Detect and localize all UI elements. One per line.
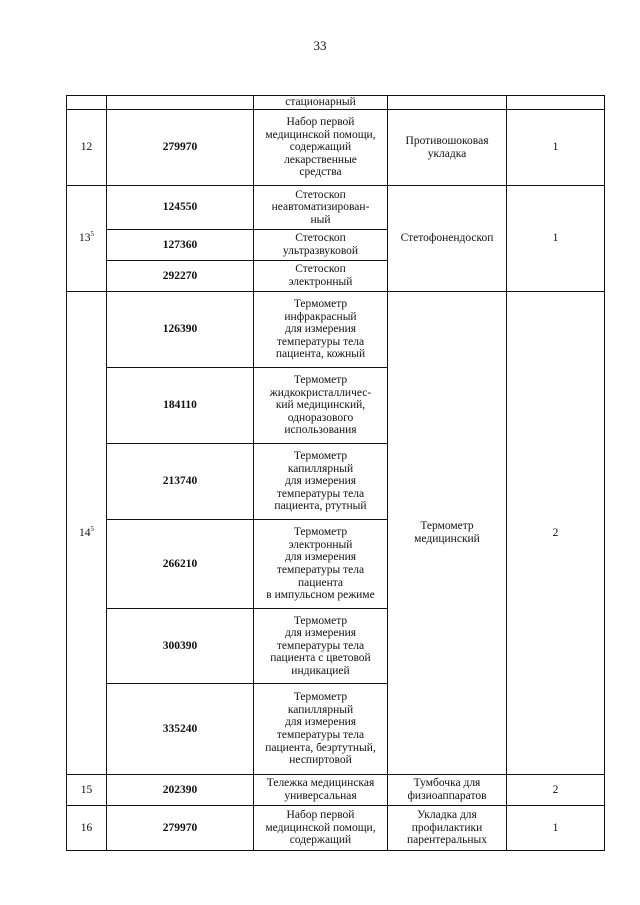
item-name-cell: Термометр капиллярный для измерения температуры тела пациента, безртутный, неспиртовой: [254, 684, 388, 775]
code-cell: 279970: [107, 110, 254, 186]
row-number-cell: $14^5$: [67, 292, 107, 775]
quantity-cell: 1: [507, 806, 605, 851]
table-row-continuation: [67, 96, 605, 110]
code-cell: 127360: [107, 230, 254, 261]
code-cell: 124550: [107, 186, 254, 230]
category-cell: Стетофонендоскоп: [388, 186, 507, 292]
category-cell: Тумбочка для физиоаппаратов: [388, 775, 507, 806]
code-cell: 126390: [107, 292, 254, 368]
quantity-cell: 1: [507, 186, 605, 292]
quantity-cell: 2: [507, 292, 605, 775]
table-row-12: [67, 110, 605, 186]
row-number-cell: $13^5$: [67, 186, 107, 292]
item-name-cell: Тележка медицинская универсальная: [254, 775, 388, 806]
item-name-cell: Термометр инфракрасный для измерения температуры тела пациента, кожный: [254, 292, 388, 368]
code-cell: 202390: [107, 775, 254, 806]
code-cell: 300390: [107, 609, 254, 684]
row-number-cell: 15: [67, 775, 107, 806]
table-row-15: [67, 775, 605, 806]
code-cell: 335240: [107, 684, 254, 775]
item-name-cell: стационарный: [254, 96, 388, 110]
table-row-16: [67, 806, 605, 851]
item-name-cell: Стетоскоп ультразвуковой: [254, 230, 388, 261]
row-number-cell: 12: [67, 110, 107, 186]
equipment-table: [66, 95, 605, 851]
row-number-cell: 16: [67, 806, 107, 851]
table-row-14: [67, 292, 605, 368]
quantity-cell: [507, 96, 605, 110]
code-cell: 184110: [107, 368, 254, 444]
page-number: 33: [313, 38, 327, 53]
category-cell: Укладка для профилактики парентеральных: [388, 806, 507, 851]
row-number-cell: [67, 96, 107, 110]
code-cell: [107, 96, 254, 110]
quantity-cell: 2: [507, 775, 605, 806]
code-cell: 213740: [107, 444, 254, 520]
item-name-cell: Термометр капиллярный для измерения температуры тела пациента, ртутный: [254, 444, 388, 520]
item-name-cell: Термометр для измерения температуры тела пациента с цветовой индикацией: [254, 609, 388, 684]
item-name-cell: Термометр электронный для измерения температуры тела пациента в импульсном режиме: [254, 520, 388, 609]
item-name-cell: Стетоскоп неавтоматизирован- ный: [254, 186, 388, 230]
item-name-cell: Набор первой медицинской помощи, содержащий лекарственные средства: [254, 110, 388, 186]
table-row-13: [67, 186, 605, 230]
code-cell: 292270: [107, 261, 254, 292]
category-cell: Термометр медицинский: [388, 292, 507, 775]
item-name-cell: Стетоскоп электронный: [254, 261, 388, 292]
category-cell: Противошоковая укладка: [388, 110, 507, 186]
category-cell: [388, 96, 507, 110]
quantity-cell: 1: [507, 110, 605, 186]
code-cell: 266210: [107, 520, 254, 609]
item-name-cell: Набор первой медицинской помощи, содержащий: [254, 806, 388, 851]
code-cell: 279970: [107, 806, 254, 851]
item-name-cell: Термометр жидкокристалличес- кий медицинский, одноразового использования: [254, 368, 388, 444]
